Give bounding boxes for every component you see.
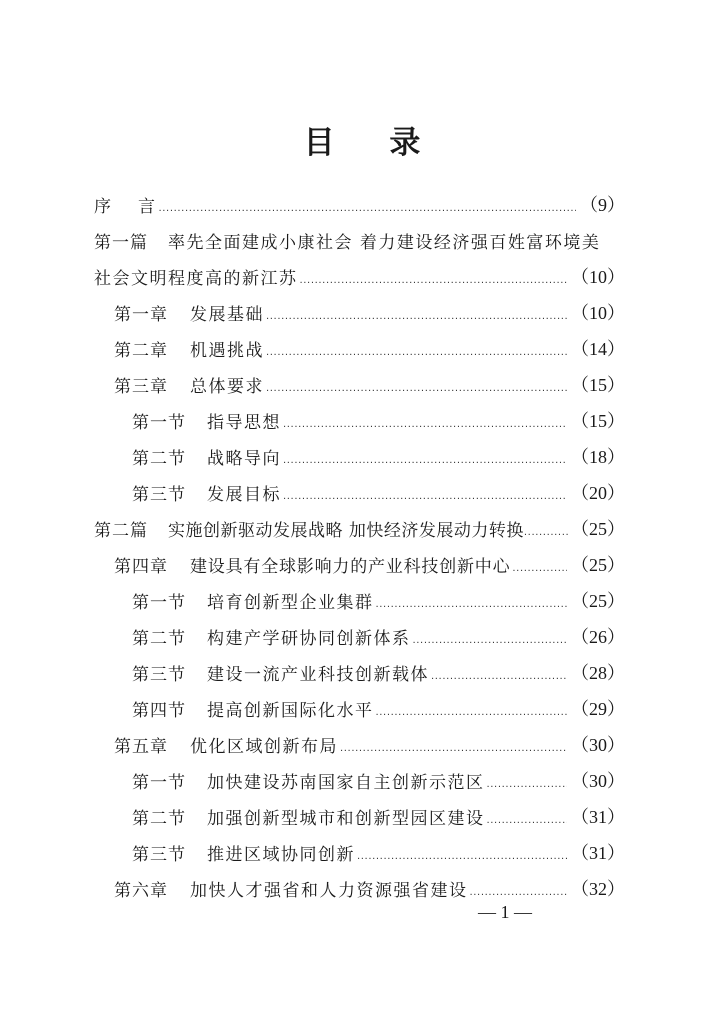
toc-entry-number: 第五章 (114, 736, 168, 757)
toc-entry-number: 第六章 (114, 880, 168, 901)
toc-entry-title: 建设一流产业科技创新载体 (207, 664, 429, 685)
toc-entry-title: 推进区域协同创新 (207, 844, 355, 865)
toc-entry-title: 指导思想 (207, 412, 281, 433)
toc-entry-page: （10） (571, 267, 625, 287)
toc-entry-number: 第一篇 (94, 232, 148, 253)
toc-entry-page: （15） (571, 375, 625, 395)
toc-entry-page: （30） (571, 735, 625, 755)
toc-entry-page: （25） (571, 591, 625, 611)
toc-entry-section[interactable] (132, 762, 625, 798)
dot-leader (413, 636, 568, 646)
toc-entry-title: 加快人才强省和人力资源强省建设 (190, 880, 468, 901)
toc-entry-number: 第二节 (132, 628, 186, 649)
dot-leader (159, 204, 577, 214)
toc-entry-title: 建设具有全球影响力的产业科技创新中心 (190, 556, 511, 577)
toc-entry-section[interactable] (132, 582, 625, 618)
toc-entry-number: 第二章 (114, 340, 168, 361)
dot-leader (266, 312, 567, 322)
dot-leader (376, 600, 568, 610)
toc-entry-page: （14） (571, 339, 625, 359)
toc-entry-chapter-2[interactable] (114, 330, 625, 366)
toc-entry-number: 第四节 (132, 700, 186, 721)
toc-entry-preface[interactable] (94, 186, 625, 222)
toc-entry-section[interactable] (132, 402, 625, 438)
toc-entry-page: （15） (571, 411, 625, 431)
toc-entry-title: 总体要求 (190, 376, 264, 397)
dot-leader (283, 456, 567, 466)
dot-leader (431, 672, 567, 682)
toc-entry-page: （25） (571, 519, 625, 539)
toc-entry-page: （31） (571, 843, 625, 863)
toc-entry-section[interactable] (132, 438, 625, 474)
dot-leader (524, 528, 569, 538)
toc-entry-page: （25） (571, 555, 625, 575)
toc-entry-number: 第四章 (114, 556, 168, 577)
toc-entry-part-2[interactable] (94, 510, 625, 546)
toc-entry-page: （31） (571, 807, 625, 827)
toc-entry-title: 实施创新驱动发展战略 加快经济发展动力转换 (168, 520, 524, 541)
toc-entry-page: （10） (571, 303, 625, 323)
toc-entry-number: 第一节 (132, 592, 186, 613)
dot-leader (487, 780, 568, 790)
toc-entry-title: 发展目标 (207, 484, 281, 505)
dot-leader (300, 276, 568, 286)
toc-entry-section[interactable] (132, 474, 625, 510)
toc-entry-page: （9） (580, 195, 625, 215)
dot-leader (283, 492, 567, 502)
toc-entry-number: 第三节 (132, 664, 186, 685)
toc-entry-page: （18） (571, 447, 625, 467)
toc-entry-number: 第三章 (114, 376, 168, 397)
toc-entry-number: 第二节 (132, 808, 186, 829)
toc-entry-number: 第一章 (114, 304, 168, 325)
toc-entry-title: 战略导向 (207, 448, 281, 469)
toc-entry-title: 提高创新国际化水平 (207, 700, 374, 721)
page-number-footer: — 1 — (478, 902, 532, 922)
toc-entry-title-continuation: 社会文明程度高的新江苏 (94, 268, 298, 289)
toc-entry-page: （28） (571, 663, 625, 683)
dot-leader (512, 564, 567, 574)
page-title: 目 录 (303, 125, 443, 161)
toc-entry-page: （20） (571, 483, 625, 503)
toc-entry-section[interactable] (132, 690, 625, 726)
toc-entry-number: 序 (94, 196, 112, 217)
toc-entry-title: 发展基础 (190, 304, 264, 325)
toc-entry-part-1[interactable] (94, 222, 625, 258)
toc-entry-page: （30） (571, 771, 625, 791)
toc-entry-section[interactable] (132, 618, 625, 654)
toc-entry-number: 第一节 (132, 412, 186, 433)
toc-entry-title: 加强创新型城市和创新型园区建设 (207, 808, 485, 829)
dot-leader (357, 852, 567, 862)
dot-leader (283, 420, 567, 430)
toc-entry-number: 第一节 (132, 772, 186, 793)
table-of-contents (0, 186, 724, 906)
dot-leader (487, 816, 568, 826)
toc-entry-page: （32） (571, 879, 625, 899)
toc-entry-title: 言 (138, 196, 157, 217)
toc-entry-title: 优化区域创新布局 (190, 736, 338, 757)
toc-entry-chapter-4[interactable] (114, 546, 625, 582)
dot-leader (340, 744, 567, 754)
toc-entry-number: 第二节 (132, 448, 186, 469)
toc-entry-number: 第三节 (132, 484, 186, 505)
dot-leader (266, 384, 567, 394)
dot-leader (376, 708, 568, 718)
toc-entry-section[interactable] (132, 834, 625, 870)
toc-entry-number: 第二篇 (94, 520, 148, 541)
toc-entry-title: 培育创新型企业集群 (207, 592, 374, 613)
toc-entry-chapter-6[interactable] (114, 870, 625, 906)
toc-entry-page: （29） (571, 699, 625, 719)
toc-entry-page: （26） (571, 627, 625, 647)
toc-entry-chapter-3[interactable] (114, 366, 625, 402)
toc-entry-number: 第三节 (132, 844, 186, 865)
dot-leader (470, 888, 568, 898)
dot-leader (266, 348, 567, 358)
toc-entry-title: 率先全面建成小康社会 着力建设经济强百姓富环境美 (168, 232, 601, 253)
toc-entry-section[interactable] (132, 654, 625, 690)
toc-entry-part-1-continuation[interactable] (94, 258, 625, 294)
toc-entry-title: 机遇挑战 (190, 340, 264, 361)
toc-entry-title: 加快建设苏南国家自主创新示范区 (207, 772, 485, 793)
toc-entry-chapter-1[interactable] (114, 294, 625, 330)
toc-entry-section[interactable] (132, 798, 625, 834)
toc-entry-title: 构建产学研协同创新体系 (207, 628, 411, 649)
toc-entry-chapter-5[interactable] (114, 726, 625, 762)
